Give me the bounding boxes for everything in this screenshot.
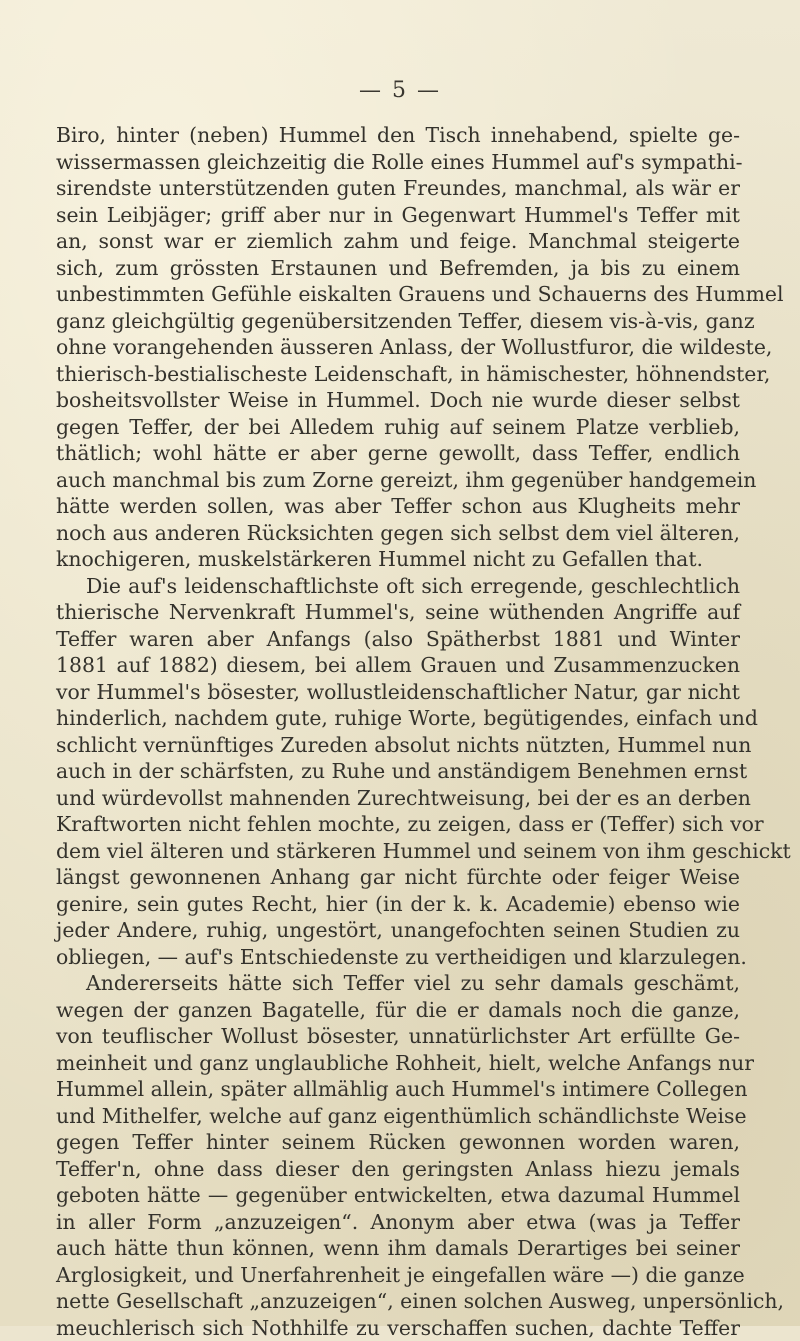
- text-line: thierische Nervenkraft Hummel's, seine wüthenden Angriffe auf: [56, 599, 740, 626]
- text-line: Teffer waren aber Anfangs (also Spätherbst 1881 und Winter: [56, 626, 740, 653]
- text-line: ganz gleichgültig gegenübersitzenden Teffer, diesem vis-à-vis, ganz: [56, 308, 740, 335]
- text-line: wegen der ganzen Bagatelle, für die er damals noch die ganze,: [56, 997, 740, 1024]
- text-line: und Mithelfer, welche auf ganz eigenthümlich schändlichste Weise: [56, 1103, 740, 1130]
- text-line: Teffer'n, ohne dass dieser den geringsten Anlass hiezu jemals: [56, 1156, 740, 1183]
- text-line: dem viel älteren und stärkeren Hummel und seinem von ihm geschickt: [56, 838, 740, 865]
- text-line: hinderlich, nachdem gute, ruhige Worte, begütigendes, einfach und: [56, 705, 740, 732]
- text-line: an, sonst war er ziemlich zahm und feige. Manchmal steigerte: [56, 228, 740, 255]
- text-line: knochigeren, muskelstärkeren Hummel nicht zu Gefallen that.: [56, 546, 740, 573]
- text-line: obliegen, — auf's Entschiedenste zu vertheidigen und klarzulegen.: [56, 944, 740, 971]
- body-text: [56, 122, 740, 1341]
- text-line: noch aus anderen Rücksichten gegen sich selbst dem viel älteren,: [56, 520, 740, 547]
- text-line: Kraftworten nicht fehlen mochte, zu zeigen, dass er (Teffer) sich vor: [56, 811, 740, 838]
- text-line: Biro, hinter (neben) Hummel den Tisch innehabend, spielte ge-: [56, 122, 740, 149]
- text-line: jeder Andere, ruhig, ungestört, unangefochten seinen Studien zu: [56, 917, 740, 944]
- text-line: schlicht vernünftiges Zureden absolut nichts nützten, Hummel nun: [56, 732, 740, 759]
- text-line: vor Hummel's bösester, wollustleidenschaftlicher Natur, gar nicht: [56, 679, 740, 706]
- text-line: meinheit und ganz unglaubliche Rohheit, hielt, welche Anfangs nur: [56, 1050, 740, 1077]
- text-line: Die auf's leidenschaftlichste oft sich erregende, geschlechtlich: [56, 573, 740, 600]
- text-line: auch hätte thun können, wenn ihm damals Derartiges bei seiner: [56, 1235, 740, 1262]
- text-line: nette Gesellschaft „anzuzeigen“, einen solchen Ausweg, unpersönlich,: [56, 1288, 740, 1315]
- text-line: geboten hätte — gegenüber entwickelten, etwa dazumal Hummel: [56, 1182, 740, 1209]
- text-line: thierisch-bestialischeste Leidenschaft, in hämischester, höhnendster,: [56, 361, 740, 388]
- text-line: genire, sein gutes Recht, hier (in der k. k. Academie) ebenso wie: [56, 891, 740, 918]
- text-line: ohne vorangehenden äusseren Anlass, der Wollustfuror, die wildeste,: [56, 334, 740, 361]
- text-line: längst gewonnenen Anhang gar nicht fürchte oder feiger Weise: [56, 864, 740, 891]
- text-line: sirendste unterstützenden guten Freundes, manchmal, als wär er: [56, 175, 740, 202]
- text-line: unbestimmten Gefühle eiskalten Grauens und Schauerns des Hummel: [56, 281, 740, 308]
- text-line: Arglosigkeit, und Unerfahrenheit je eingefallen wäre —) die ganze: [56, 1262, 740, 1289]
- text-line: bosheitsvollster Weise in Hummel. Doch nie wurde dieser selbst: [56, 387, 740, 414]
- text-line: gegen Teffer hinter seinem Rücken gewonnen worden waren,: [56, 1129, 740, 1156]
- text-line: 1881 auf 1882) diesem, bei allem Grauen und Zusammenzucken: [56, 652, 740, 679]
- text-line: thätlich; wohl hätte er aber gerne gewollt, dass Teffer, endlich: [56, 440, 740, 467]
- text-line: und würdevollst mahnenden Zurechtweisung, bei der es an derben: [56, 785, 740, 812]
- text-line: auch in der schärfsten, zu Ruhe und anständigem Benehmen ernst: [56, 758, 740, 785]
- text-line: hätte werden sollen, was aber Teffer schon aus Klugheits mehr: [56, 493, 740, 520]
- text-line: Andererseits hätte sich Teffer viel zu sehr damals geschämt,: [56, 970, 740, 997]
- text-line: sich, zum grössten Erstaunen und Befremden, ja bis zu einem: [56, 255, 740, 282]
- text-line: meuchlerisch sich Nothhilfe zu verschaffen suchen, dachte Teffer: [56, 1315, 740, 1341]
- text-line: auch manchmal bis zum Zorne gereizt, ihm gegenüber handgemein: [56, 467, 740, 494]
- text-line: Hummel allein, später allmählig auch Hummel's intimere Collegen: [56, 1076, 740, 1103]
- text-line: in aller Form „anzuzeigen“. Anonym aber etwa (was ja Teffer: [56, 1209, 740, 1236]
- text-line: von teuflischer Wollust bösester, unnatürlichster Art erfüllte Ge-: [56, 1023, 740, 1050]
- text-line: wissermassen gleichzeitig die Rolle eines Hummel auf's sympathi-: [56, 149, 740, 176]
- text-line: sein Leibjäger; griff aber nur in Gegenwart Hummel's Teffer mit: [56, 202, 740, 229]
- text-line: gegen Teffer, der bei Alledem ruhig auf seinem Platze verblieb,: [56, 414, 740, 441]
- page-number: — 5 —: [0, 78, 800, 103]
